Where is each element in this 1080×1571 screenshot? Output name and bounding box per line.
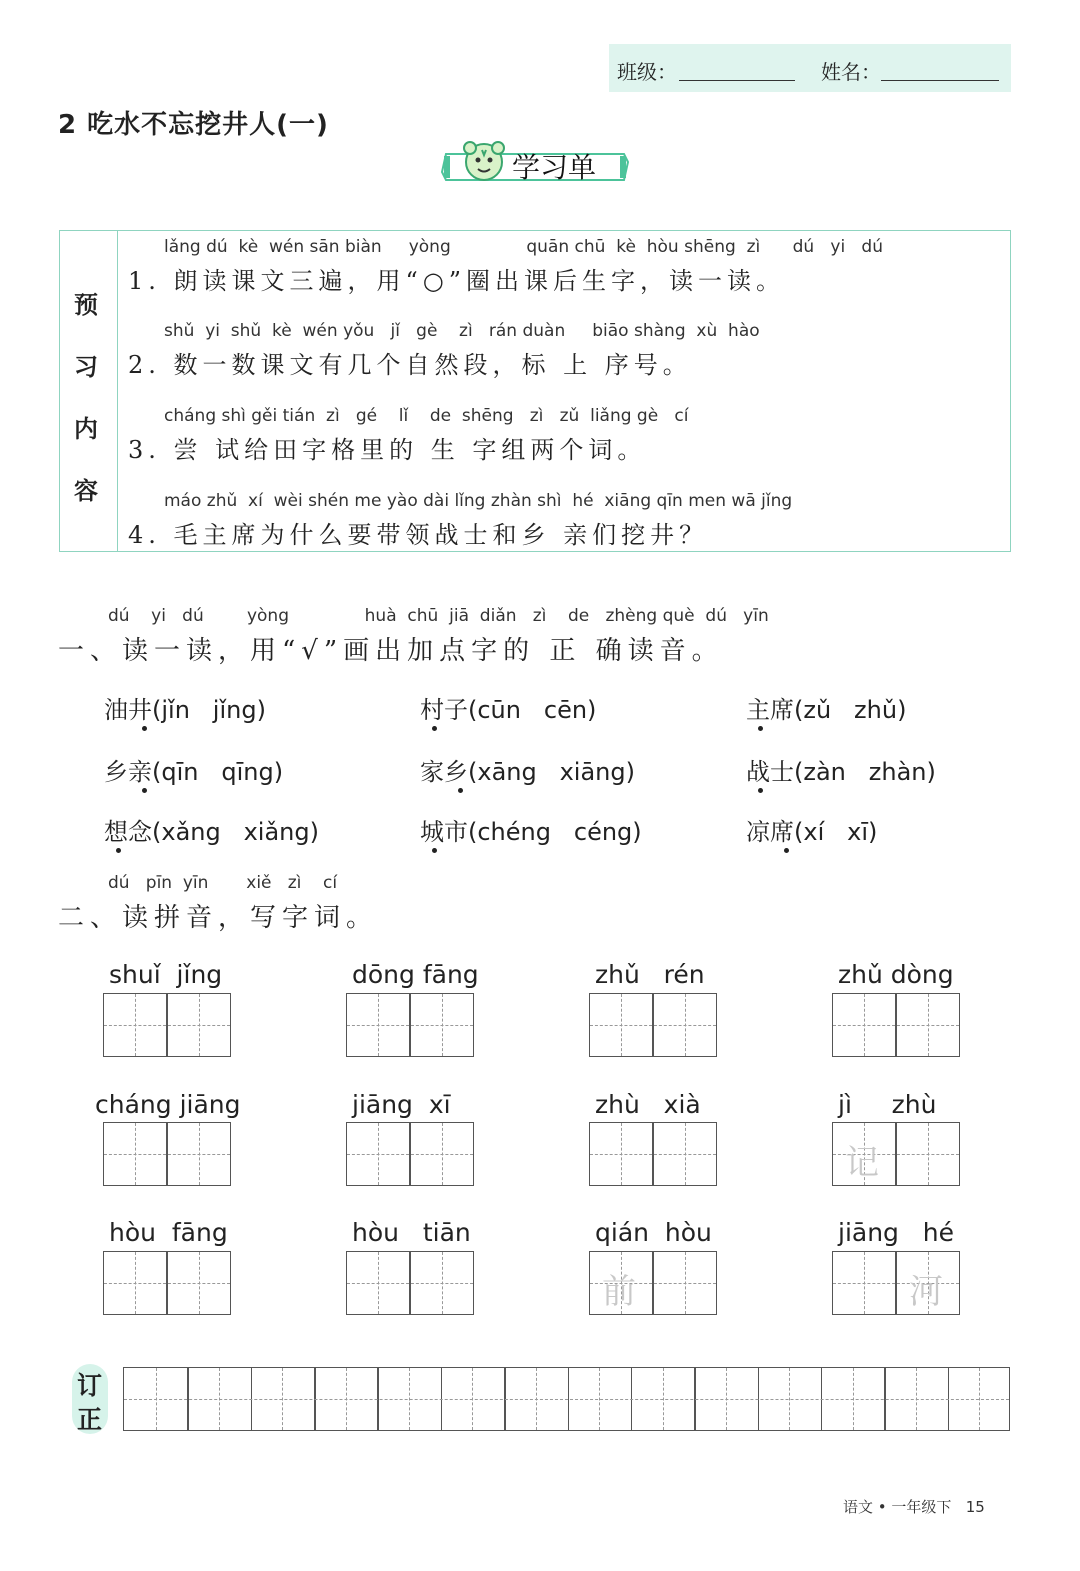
tian-grid[interactable]	[832, 993, 960, 1057]
class-blank[interactable]	[679, 80, 795, 81]
tracing-hint-char: 河	[909, 1272, 943, 1312]
reading-choice-item[interactable]	[104, 812, 319, 847]
choice-word: 油井	[104, 696, 152, 724]
section1-title: 一、读一读，用“√”画出加点字的 正 确读音。	[58, 636, 724, 666]
choice-word: 想念	[104, 818, 152, 846]
tian-grid[interactable]	[589, 993, 717, 1057]
word-pinyin: jì zhù	[838, 1090, 937, 1119]
choice-options[interactable]: (jǐn jǐng)	[152, 696, 266, 724]
side-char: 容	[74, 477, 98, 505]
grid-line	[347, 1283, 473, 1284]
choice-word: 战士	[746, 758, 794, 786]
name-blank[interactable]	[881, 80, 999, 81]
grid-line	[199, 1252, 200, 1314]
emphasis-dot	[758, 788, 763, 793]
item-pinyin: lǎng dú kè wén sān biàn yòng quān chū kè hòu shēng zì dú yi dú	[164, 237, 883, 257]
preview-item: 4. 毛主席为什么要带领战士和乡 亲们挖井？	[128, 521, 709, 549]
grid-line	[104, 1283, 230, 1284]
tian-grid[interactable]	[346, 993, 474, 1057]
reading-choice-item[interactable]	[104, 690, 266, 725]
preview-item: 3. 尝 试给田字格里的 生 字组两个词。	[128, 436, 647, 464]
grid-line	[347, 1025, 473, 1026]
grid-line	[124, 1399, 1009, 1400]
study-sheet-banner	[440, 142, 630, 186]
word-pinyin: zhǔ dòng	[838, 960, 954, 989]
item-pinyin: cháng shì gěi tián zì gé lǐ de shēng zì zǔ liǎng gè cí	[164, 406, 689, 426]
page-footer: 语文 • 一年级下 15	[843, 1498, 985, 1516]
grid-line	[135, 1123, 136, 1185]
choice-word: 村子	[420, 696, 468, 724]
tian-grid[interactable]	[103, 1251, 231, 1315]
emphasis-dot	[458, 788, 463, 793]
side-char: 内	[74, 415, 98, 443]
grid-line	[135, 994, 136, 1056]
grid-line	[135, 1252, 136, 1314]
word-pinyin: jiāng hé	[838, 1218, 954, 1247]
correction-label	[72, 1364, 108, 1434]
class-name-bar	[609, 44, 1011, 92]
item-pinyin: máo zhǔ xí wèi shén me yào dài lǐng zhàn shì hé xiāng qīn men wā jǐng	[164, 491, 793, 511]
emphasis-dot	[142, 726, 147, 731]
grid-line	[928, 994, 929, 1056]
tian-grid[interactable]	[103, 1122, 231, 1186]
grid-line	[590, 1025, 716, 1026]
tian-grid[interactable]	[346, 1122, 474, 1186]
choice-options[interactable]: (zàn zhàn)	[794, 758, 936, 786]
section1-pinyin: dú yi dú yòng huà chū jiā diǎn zì de zhèng què dú yīn	[108, 606, 769, 626]
grid-line	[864, 994, 865, 1056]
grid-line	[928, 1123, 929, 1185]
tracing-hint-char: 前	[602, 1272, 636, 1312]
grid-line	[378, 994, 379, 1056]
emphasis-dot	[784, 848, 789, 853]
word-pinyin: hòu tiān	[352, 1218, 471, 1247]
tian-grid[interactable]	[589, 1251, 717, 1315]
grid-line	[104, 1154, 230, 1155]
reading-choice-item[interactable]	[420, 690, 596, 725]
grid-line	[199, 1123, 200, 1185]
reading-choice-item[interactable]	[746, 690, 906, 725]
tracing-hint-char: 记	[845, 1143, 879, 1183]
tian-grid[interactable]	[103, 993, 231, 1057]
choice-word: 家乡	[420, 758, 468, 786]
grid-line	[378, 1123, 379, 1185]
reading-choice-item[interactable]	[420, 812, 642, 847]
grid-line	[685, 1252, 686, 1314]
section2-title: 二、读拼音，写字词。	[58, 903, 379, 933]
grid-line	[442, 1123, 443, 1185]
word-pinyin: dōng fāng	[352, 960, 479, 989]
preview-content-box	[59, 230, 1011, 552]
class-label: 班级：	[617, 60, 677, 84]
choice-word: 主席	[746, 696, 794, 724]
choice-options[interactable]: (xí xī)	[794, 818, 878, 846]
grid-line	[378, 1252, 379, 1314]
word-pinyin: zhù xià	[595, 1090, 701, 1119]
name-label: 姓名：	[821, 60, 881, 84]
grid-line	[442, 994, 443, 1056]
preview-side-label	[60, 231, 118, 551]
choice-options[interactable]: (cūn cēn)	[468, 696, 597, 724]
tian-grid[interactable]	[346, 1251, 474, 1315]
grid-line	[590, 1154, 716, 1155]
choice-word: 城市	[420, 818, 468, 846]
banner-text: 学习单	[512, 151, 597, 184]
choice-options[interactable]: (zǔ zhǔ)	[794, 696, 907, 724]
lesson-title: 2 吃水不忘挖井人(一)	[58, 110, 329, 140]
preview-item: 1. 朗读课文三遍，用“○”圈出课后生字，读一读。	[128, 267, 786, 295]
item-pinyin: shǔ yi shǔ kè wén yǒu jǐ gè zì rán duàn biāo shàng xù hào	[164, 321, 760, 341]
side-char: 预	[74, 291, 98, 319]
choice-options[interactable]: (xāng xiāng)	[468, 758, 635, 786]
choice-options[interactable]: (chéng céng)	[468, 818, 642, 846]
emphasis-dot	[432, 726, 437, 731]
tian-grid[interactable]	[832, 1122, 960, 1186]
choice-word: 乡亲	[104, 758, 152, 786]
choice-options[interactable]: (xǎng xiǎng)	[152, 818, 319, 846]
reading-choice-item[interactable]	[746, 812, 877, 847]
tiger-mascot-icon	[454, 138, 514, 186]
side-char: 习	[74, 353, 98, 381]
word-pinyin: hòu fāng	[109, 1218, 228, 1247]
grid-line	[104, 1025, 230, 1026]
tian-grid[interactable]	[589, 1122, 717, 1186]
word-pinyin: cháng jiāng	[95, 1090, 241, 1119]
reading-choice-item[interactable]	[420, 752, 635, 787]
section2-pinyin: dú pīn yīn xiě zì cí	[108, 873, 338, 893]
emphasis-dot	[116, 848, 121, 853]
grid-line	[864, 1252, 865, 1314]
emphasis-dot	[142, 788, 147, 793]
word-pinyin: jiāng xī	[352, 1090, 451, 1119]
grid-line	[442, 1252, 443, 1314]
grid-line	[685, 1123, 686, 1185]
correction-char: 订	[77, 1371, 103, 1400]
grid-line	[685, 994, 686, 1056]
emphasis-dot	[432, 848, 437, 853]
correction-char: 正	[77, 1405, 103, 1434]
preview-item: 2. 数一数课文有几个自然段，标 上 序号。	[128, 351, 692, 379]
word-pinyin: qián hòu	[595, 1218, 712, 1247]
grid-line	[833, 1025, 959, 1026]
word-pinyin: zhǔ rén	[595, 960, 705, 989]
grid-line	[347, 1154, 473, 1155]
reading-choice-item[interactable]	[746, 752, 936, 787]
tian-grid[interactable]	[832, 1251, 960, 1315]
reading-choice-item[interactable]	[104, 752, 283, 787]
grid-line	[621, 1123, 622, 1185]
choice-word: 凉席	[746, 818, 794, 846]
choice-options[interactable]: (qīn qīng)	[152, 758, 284, 786]
grid-line	[621, 994, 622, 1056]
word-pinyin: shuǐ jǐng	[109, 960, 223, 989]
emphasis-dot	[758, 726, 763, 731]
grid-line	[199, 994, 200, 1056]
correction-grid[interactable]	[123, 1367, 1010, 1431]
